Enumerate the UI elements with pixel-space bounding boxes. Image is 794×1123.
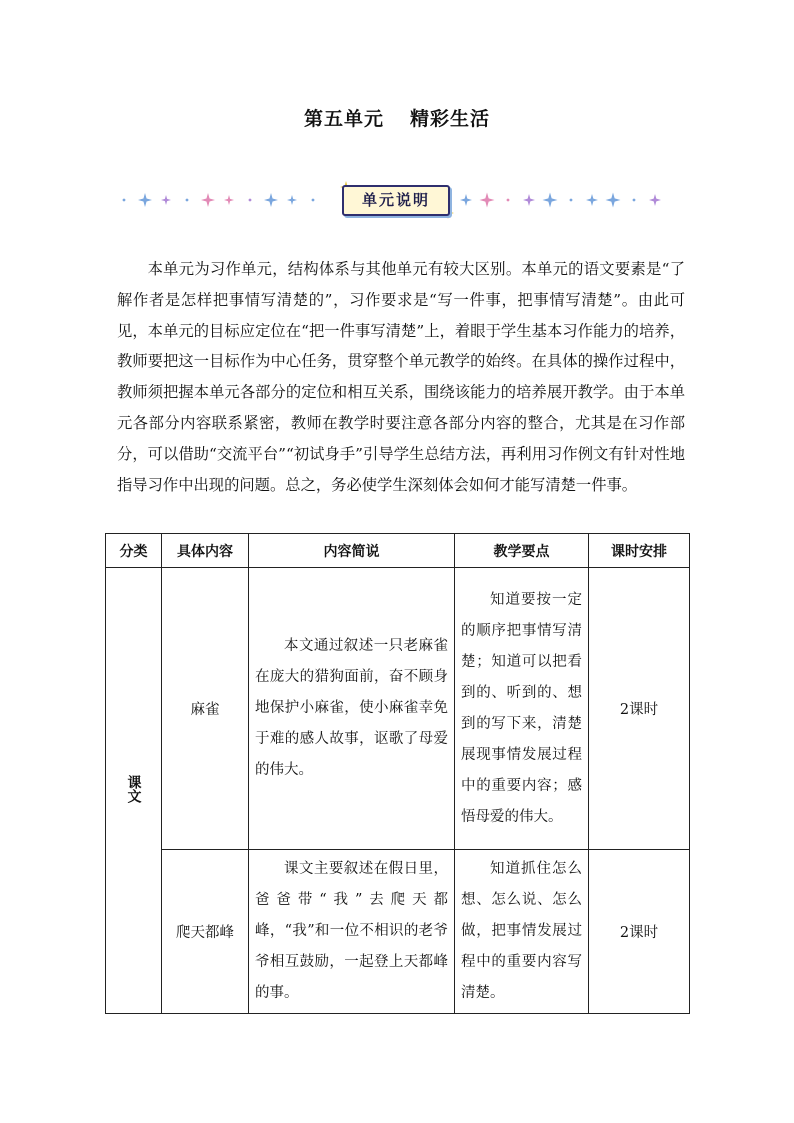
category-label: 课文 [125, 774, 142, 803]
sparkle-dot-icon [570, 199, 573, 202]
title-unit: 第五单元 [303, 108, 384, 130]
sparkle-icon [606, 193, 621, 208]
sparkle-icon [460, 194, 472, 206]
content-cell: 爬天都峰 [162, 850, 249, 1014]
header-hours: 课时安排 [589, 534, 690, 568]
header-points: 教学要点 [455, 534, 589, 568]
intro-paragraph: 本单元为习作单元，结构体系与其他单元有较大区别。本单元的语文要素是“了解作者是怎样把事情写清楚的”，习作要求是“写一件事，把事情写清楚”。由此可见，本单元的目标应定位在“把一件事写清楚”上，着眼于学生基本习作能力的培养，教师要把这一目标作为中心任务，贯穿整个单元教学的始终。在具体的操作过程中，教师须把握本单元各部分的定位和相互关系，围绕该能力的培养展开教学。由于本单元各部分内容联系紧密，教师在教学时要注意各部分内容的整合，尤其是在习作部分，可以借助“交流平台”“初试身手”引导学生总结方法，再利用习作例文有针对性地指导习作中出现的问题。总之，务必使学生深刻体会如何才能写清楚一件事。 [117, 260, 685, 494]
hours-cell: 2课时 [589, 850, 690, 1014]
section-banner [118, 180, 676, 220]
page-title [0, 104, 794, 131]
sparkle-icon [161, 195, 171, 205]
banner-label: 单元说明 [342, 185, 450, 216]
sparkle-icon [649, 194, 661, 206]
table-header-row [106, 534, 690, 568]
sparkle-dot-icon [186, 199, 189, 202]
sparkle-icon [287, 195, 297, 205]
lesson-plan-table [105, 533, 690, 1014]
summary-cell: 本文通过叙述一只老麻雀在庞大的猎狗面前，奋不顾身地保护小麻雀，使小麻雀幸免于难的感人故事，讴歌了母爱的伟大。 [249, 568, 455, 850]
title-theme: 精彩生活 [410, 108, 491, 130]
table-row [106, 568, 690, 850]
sparkle-dot-icon [312, 199, 315, 202]
category-cell [106, 568, 162, 1014]
header-category: 分类 [106, 534, 162, 568]
sparkle-icon [201, 193, 215, 207]
points-cell: 知道要按一定的顺序把事情写清楚；知道可以把看到的、听到的、想到的写下来，清楚展现事情发展过程中的重要内容；感悟母爱的伟大。 [455, 568, 589, 850]
sparkle-icon [586, 194, 598, 206]
header-content: 具体内容 [162, 534, 249, 568]
sparkle-dot-icon [633, 199, 636, 202]
content-cell: 麻雀 [162, 568, 249, 850]
points-cell: 知道抓住怎么想、怎么说、怎么做，把事情发展过程中的重要内容写清楚。 [455, 850, 589, 1014]
sparkle-dot-icon [507, 199, 510, 202]
sparkle-icon [480, 193, 495, 208]
sparkle-icon [543, 193, 558, 208]
summary-cell: 课文主要叙述在假日里，爸爸带“我”去爬天都峰，“我”和一位不相识的老爷爷相互鼓励，一起登上天都峰的事。 [249, 850, 455, 1014]
sparkle-icon [523, 194, 535, 206]
hours-cell: 2课时 [589, 568, 690, 850]
table-row [106, 850, 690, 1014]
sparkle-icon [264, 193, 278, 207]
sparkle-dot-icon [249, 199, 252, 202]
sparkle-icon [224, 195, 234, 205]
sparkle-icon [138, 193, 152, 207]
sparkle-dot-icon [123, 199, 126, 202]
header-summary: 内容简说 [249, 534, 455, 568]
